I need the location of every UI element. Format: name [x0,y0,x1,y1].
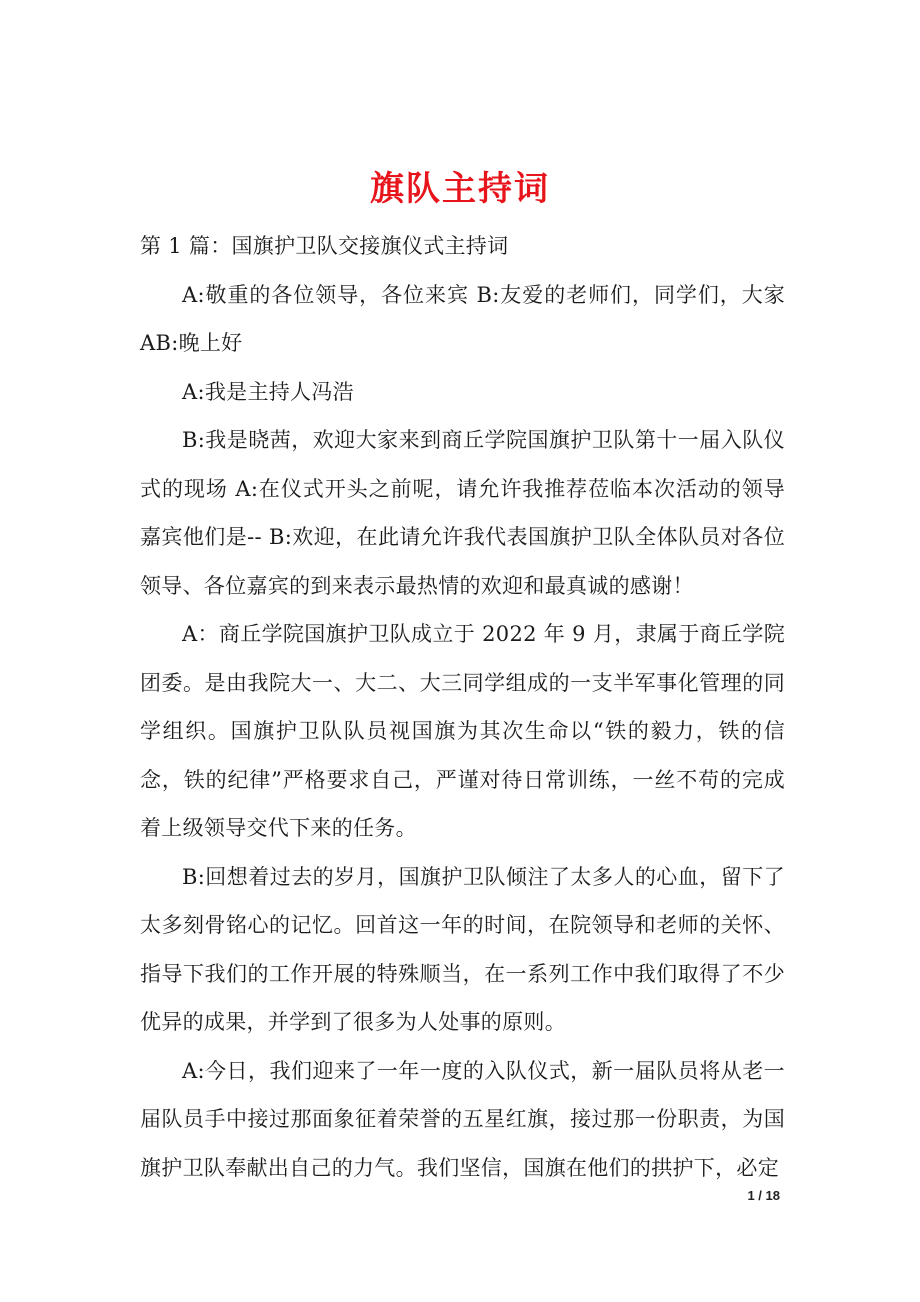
page-number: 1 / 18 [747,1188,780,1203]
document-title: 旗队主持词 [370,168,550,209]
paragraph: B:回想着过去的岁月，国旗护卫队倾注了太多人的心血，留下了太多刻骨铭心的记忆。回首这一年的时间，在院领导和老师的关怀、指导下我们的工作开展的特殊顺当，在一系列工作中我们取得了不少优异的成果，并学到了很多为人处事的原则。 [140,864,785,1034]
paragraph: A:今日，我们迎来了一年一度的入队仪式，新一届队员将从老一届队员手中接过那面象征着荣誉的五星红旗，接过那一份职责，为国旗护卫队奉献出自己的力气。我们坚信，国旗在他们的拱护下，必定 [140,1058,785,1180]
paragraph: A:我是主持人冯浩 [182,379,354,404]
paragraph: A:敬重的各位领导，各位来宾 B:友爱的老师们，同学们，大家 AB:晚上好 [140,282,785,355]
paragraph: B:我是晓茜，欢迎大家来到商丘学院国旗护卫队第十一届入队仪式的现场 A:在仪式开头之前呢，请允许我推荐莅临本次活动的领导嘉宾他们是-- B:欢迎，在此请允许我代表国旗护卫队全体队员对各位领导、各位嘉宾的到来表示最热情的欢迎和最真诚的感谢！ [140,428,785,598]
document-body [140,222,785,1192]
article-heading: 第 1 篇：国旗护卫队交接旗仪式主持词 [140,234,509,258]
paragraph: A：商丘学院国旗护卫队成立于 2022 年 9 月，隶属于商丘学院团委。是由我院大一、大二、大三同学组成的一支半军事化管理的同学组织。国旗护卫队队员视国旗为其次生命以“铁的毅力，铁的信念，铁的纪律”严格要求自己，严谨对待日常训练，一丝不苟的完成着上级领导交代下来的任务。 [140,622,785,840]
